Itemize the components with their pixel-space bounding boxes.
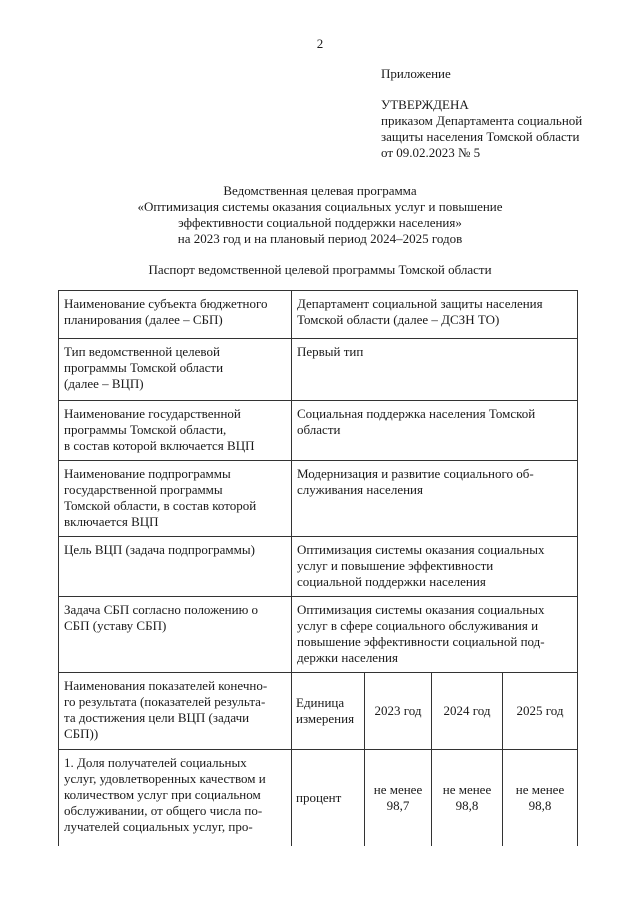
row-label: Наименование подпрограммы государственной программы Томской области, в состав которой включается ВЦП: [59, 461, 292, 537]
row-label: Наименование субъекта бюджетного планирования (далее – СБП): [59, 291, 292, 339]
row-value: Департамент социальной защиты населения Томской области (далее – ДСЗН ТО): [292, 291, 578, 339]
indicator-row: [59, 750, 578, 846]
indicator-value-2023: не менее 98,7: [365, 750, 432, 846]
program-title-line: Ведомственная целевая программа: [223, 183, 417, 198]
row-label: Задача СБП согласно положению о СБП (уставу СБП): [59, 597, 292, 673]
program-title-line: на 2023 год и на плановый период 2024–2025 годов: [177, 231, 463, 246]
program-title-line: эффективности социальной поддержки населения»: [178, 215, 462, 230]
indicators-header-row: [59, 673, 578, 750]
approved-heading: УТВЕРЖДЕНА: [381, 97, 469, 112]
approval-block: [381, 97, 582, 161]
indicator-label: 1. Доля получателей социальных услуг, удовлетворенных качеством и количеством услуг при социальном обслуживании, от общего числа по- лучателей социальных услуг, про-: [59, 750, 292, 846]
program-title: [0, 183, 640, 247]
indicator-value-2024: не менее 98,8: [432, 750, 503, 846]
row-value: Первый тип: [292, 339, 578, 401]
program-title-line: «Оптимизация системы оказания социальных услуг и повышение: [137, 199, 503, 214]
row-value: Оптимизация системы оказания социальных услуг и повышение эффективности социальной поддержки населения: [292, 537, 578, 597]
row-label: Тип ведомственной целевой программы Томской области (далее – ВЦП): [59, 339, 292, 401]
page-number: 2: [316, 36, 324, 51]
row-label: Цель ВЦП (задача подпрограммы): [59, 537, 292, 597]
table-row: [59, 401, 578, 461]
row-value: Оптимизация системы оказания социальных услуг в сфере социального обслуживания и повышение эффективности социальной под- держки населения: [292, 597, 578, 673]
table-row: [59, 537, 578, 597]
appendix-label: Приложение: [381, 66, 451, 81]
year-header-2024: 2024 год: [432, 673, 503, 750]
indicator-unit: процент: [292, 750, 365, 846]
passport-table: [58, 290, 578, 846]
row-label: Наименование государственной программы Томской области, в состав которой включается ВЦП: [59, 401, 292, 461]
row-value: Модернизация и развитие социального об- служивания населения: [292, 461, 578, 537]
approved-line: приказом Департамента социальной: [381, 113, 583, 128]
year-header-2023: 2023 год: [365, 673, 432, 750]
table-row: [59, 597, 578, 673]
row-value: Социальная поддержка населения Томской области: [292, 401, 578, 461]
table-row: [59, 461, 578, 537]
year-header-2025: 2025 год: [503, 673, 578, 750]
table-row: [59, 291, 578, 339]
approved-line: защиты населения Томской области: [381, 129, 580, 144]
unit-header: Единица измерения: [292, 673, 365, 750]
table-row: [59, 339, 578, 401]
indicator-value-2025: не менее 98,8: [503, 750, 578, 846]
approved-line: от 09.02.2023 № 5: [381, 145, 481, 160]
passport-title: Паспорт ведомственной целевой программы Томской области: [148, 262, 492, 277]
indicators-header-label: Наименования показателей конечно- го результата (показателей результа- та достижения цели ВЦП (задачи СБП)): [59, 673, 292, 750]
